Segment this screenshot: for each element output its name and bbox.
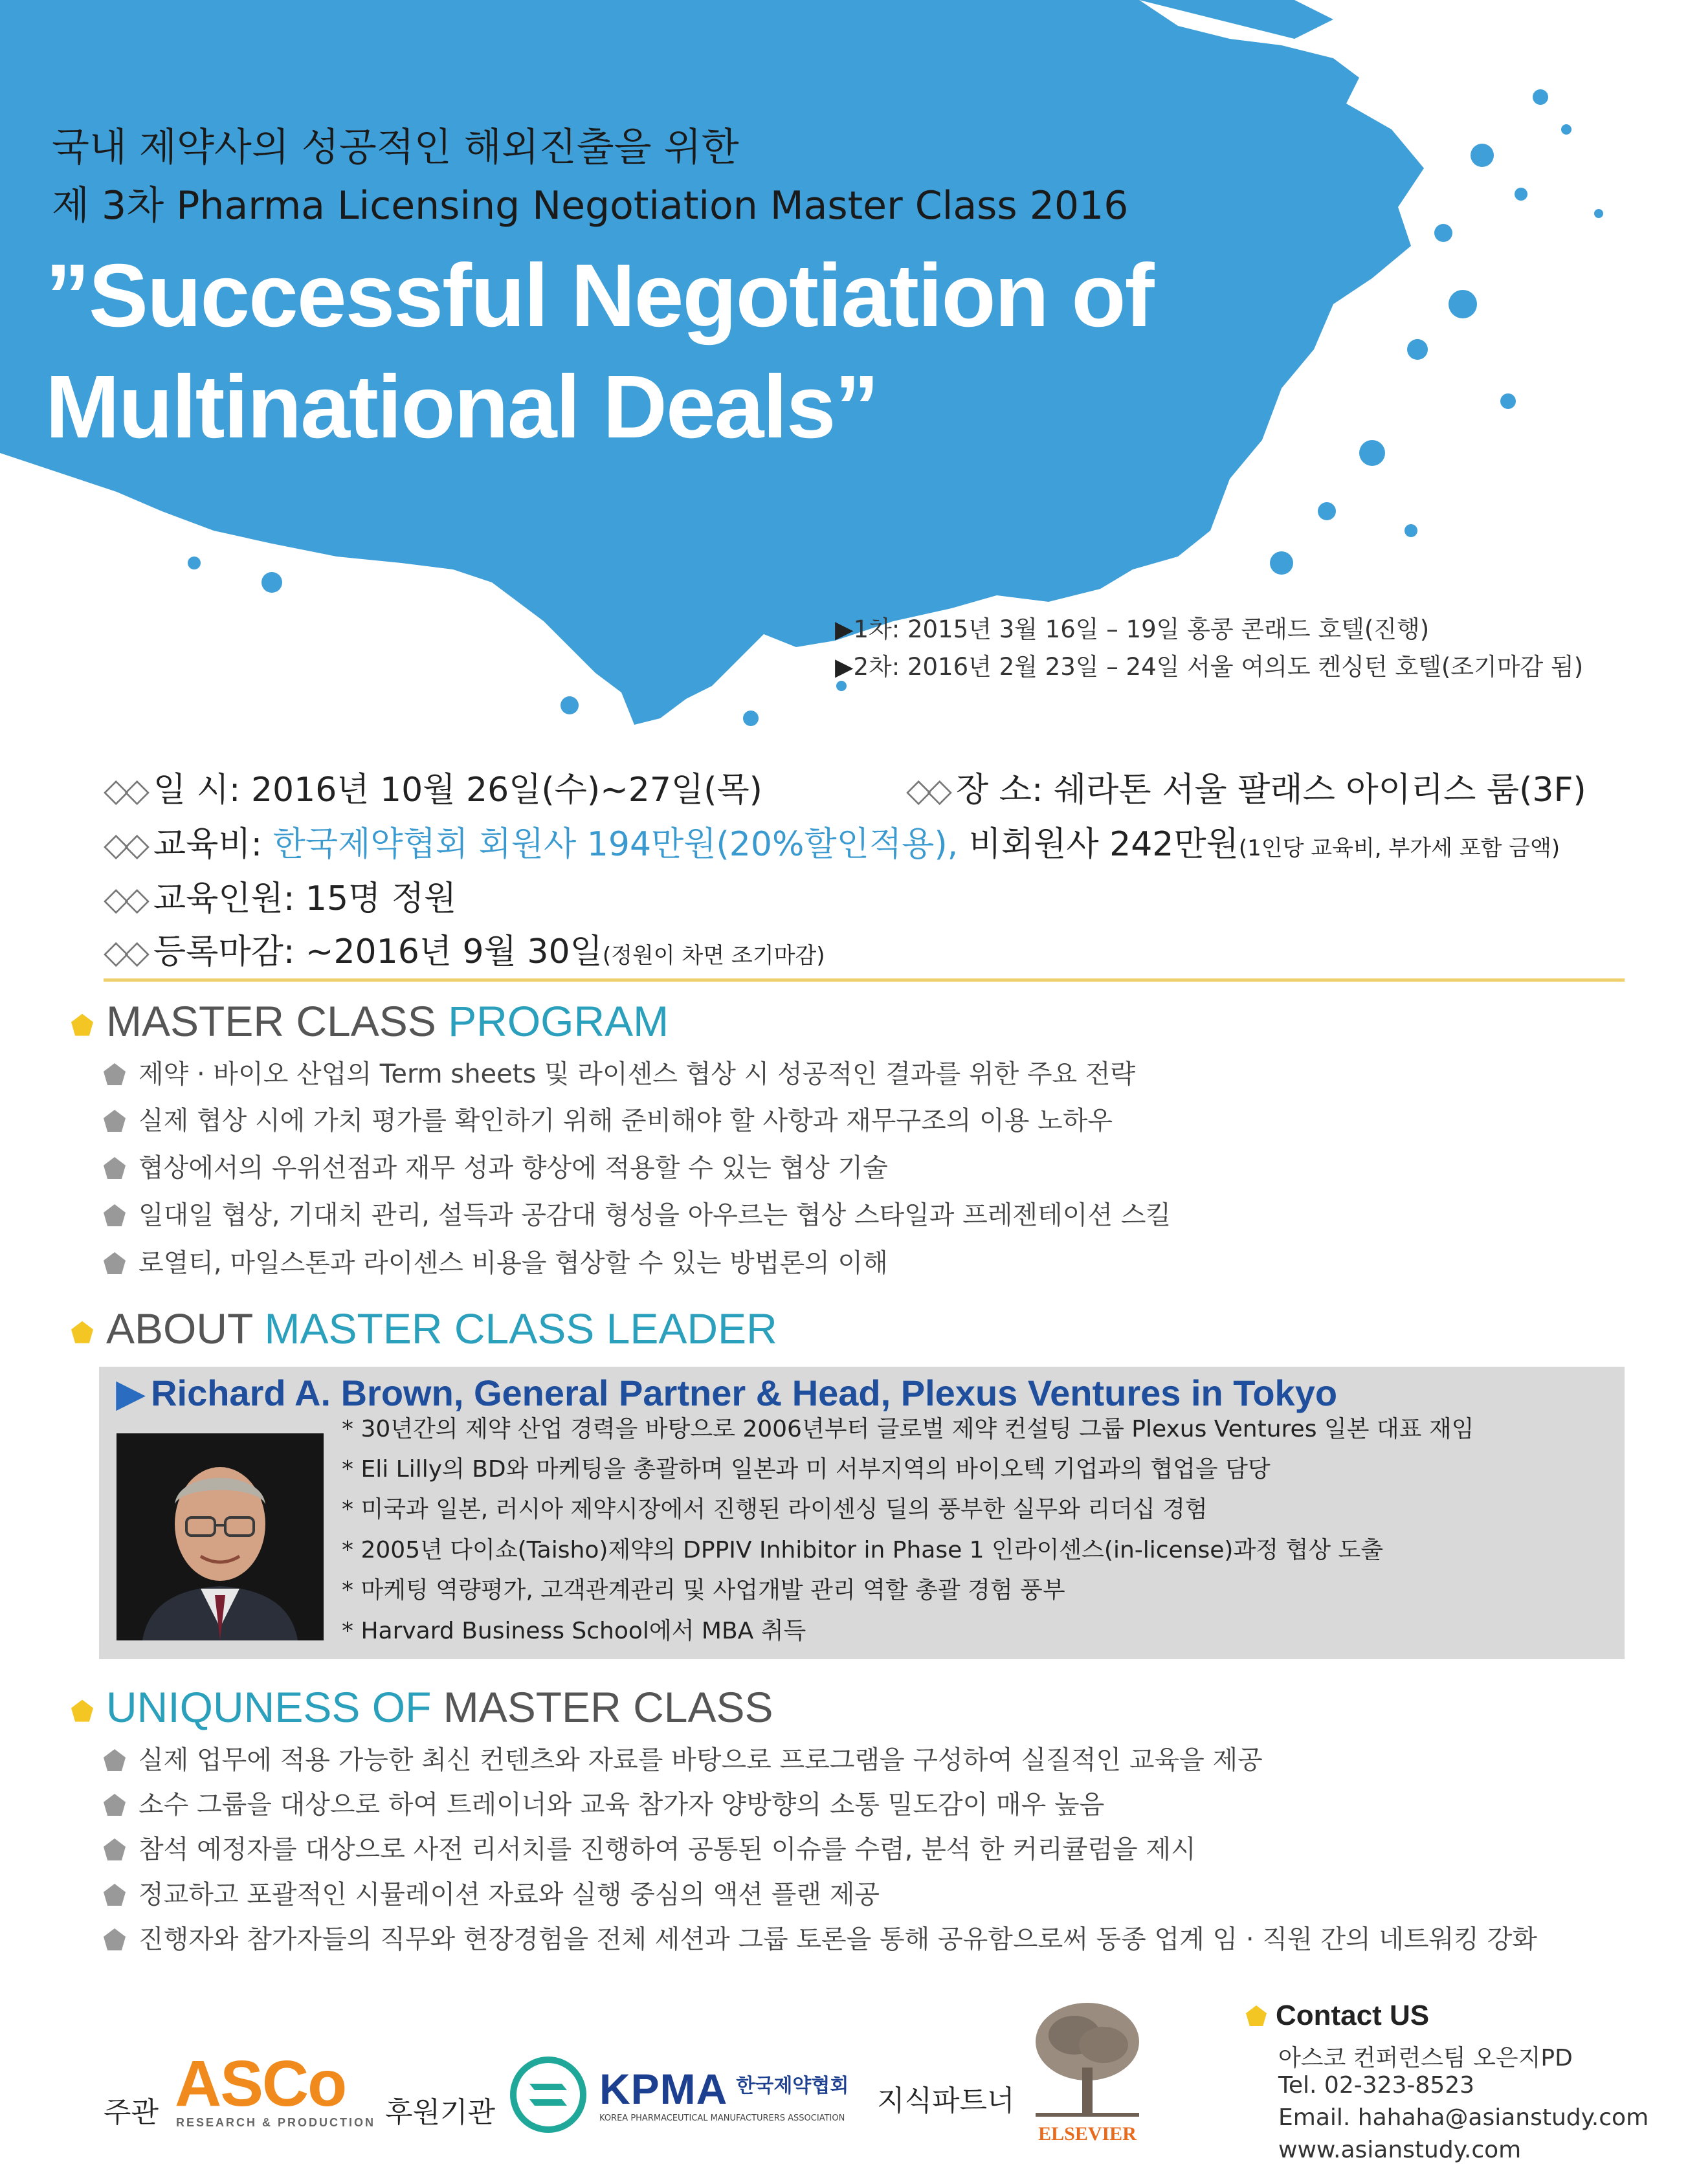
contact-title: Contact US [1246, 2000, 1429, 2032]
program-item: 제약 · 바이오 산업의 Term sheets 및 라이센스 협상 시 성공적인 결과를 위한 주요 전략 [104, 1053, 1135, 1090]
pentagon-icon [71, 1321, 93, 1343]
pentagon-bullet-icon [104, 1884, 126, 1906]
previous-session-2: ▶2차: 2016년 2월 23일 – 24일 서울 여의도 켄싱턴 호텔(조기마감 됨) [835, 653, 1584, 681]
elsevier-tree-icon [1029, 1996, 1146, 2126]
pentagon-bullet-icon [104, 1749, 126, 1771]
contact-email-link[interactable]: Email. hahaha@asianstudy.com [1278, 2104, 1649, 2131]
leader-item: * Harvard Business School에서 MBA 취득 [342, 1618, 806, 1644]
host-label: 주관 [104, 2096, 159, 2129]
diamond-icon: ◇◇ [906, 771, 948, 809]
pentagon-bullet-icon [104, 1157, 126, 1179]
divider [104, 978, 1625, 982]
program-item: 실제 협상 시에 가치 평가를 확인하기 위해 준비해야 할 사항과 재무구조의 이용 노하우 [104, 1100, 1113, 1137]
arrow-right-icon: ▶ [117, 1373, 145, 1413]
uniqueness-item: 정교하고 포괄적인 시뮬레이션 자료와 실행 중심의 액션 플랜 제공 [104, 1874, 880, 1911]
info-date: ◇◇ 일 시: 2016년 10월 26일(수)~27일(목) [104, 771, 762, 810]
leader-item: * Eli Lilly의 BD와 마케팅을 총괄하며 일본과 미 서부지역의 바이오텍 기업과의 협업을 담당 [342, 1456, 1271, 1483]
pentagon-bullet-icon [104, 1928, 126, 1950]
uniqueness-item: 실제 업무에 적용 가능한 최신 컨텐츠와 자료를 바탕으로 프로그램을 구성하여 실질적인 교육을 제공 [104, 1739, 1263, 1776]
contact-website-link[interactable]: www.asianstudy.com [1278, 2137, 1522, 2163]
leader-item: * 마케팅 역량평가, 고객관계관리 및 사업개발 관리 역할 총괄 경험 풍부 [342, 1577, 1065, 1604]
diamond-icon: ◇◇ [104, 771, 146, 809]
diamond-icon: ◇◇ [104, 826, 146, 863]
partner-label: 지식파트너 [877, 2084, 1015, 2117]
uniqueness-title: UNIQUNESS OF MASTER CLASS [71, 1682, 773, 1732]
pentagon-bullet-icon [104, 1252, 126, 1274]
elsevier-logo: ELSEVIER [1029, 1996, 1146, 2145]
uniqueness-item: 소수 그룹을 대상으로 하여 트레이너와 교육 참가자 양방향의 소통 밀도감이 매우 높음 [104, 1784, 1104, 1821]
leader-name: ▶ Richard A. Brown, General Partner & Head, Plexus Ventures in Tokyo [117, 1373, 1338, 1413]
pentagon-bullet-icon [104, 1204, 126, 1226]
sponsor-label: 후원기관 [385, 2096, 496, 2129]
kpma-emblem-icon [510, 2057, 586, 2133]
leader-item: * 미국과 일본, 러시아 제약시장에서 진행된 라이센싱 딜의 풍부한 실무와 리더십 경험 [342, 1496, 1208, 1523]
arrow-right-icon: ▶ [835, 653, 854, 681]
info-fee: ◇◇ 교육비: 한국제약협회 회원사 194만원(20%할인적용), 비회원사 242만원(1인당 교육비, 부가세 포함 금액) [104, 825, 1560, 864]
contact-person: 아스코 컨퍼런스팀 오은지PD [1278, 2045, 1573, 2071]
info-capacity: ◇◇ 교육인원: 15명 정원 [104, 879, 457, 918]
leader-item: * 2005년 다이쇼(Taisho)제약의 DPPIV Inhibitor in Phase 1 인라이센스(in-license)과정 협상 도출 [342, 1537, 1384, 1563]
leader-title: ABOUT MASTER CLASS LEADER [71, 1304, 777, 1353]
uniqueness-item: 참석 예정자를 대상으로 사전 리서치를 진행하여 공통된 이슈를 수렴, 분석 한 커리큘럼을 제시 [104, 1829, 1196, 1866]
uniqueness-item: 진행자와 참가자들의 직무와 현장경험을 전체 세션과 그룹 토론을 통해 공유함으로써 동종 업계 임 · 직원 간의 네트워킹 강화 [104, 1919, 1537, 1956]
program-item: 로열티, 마일스톤과 라이센스 비용을 협상할 수 있는 방법론의 이해 [104, 1242, 888, 1279]
pentagon-icon [1246, 2005, 1267, 2026]
leader-item: * 30년간의 제약 산업 경력을 바탕으로 2006년부터 글로벌 제약 컨설팅 그룹 Plexus Ventures 일본 대표 재임 [342, 1416, 1474, 1442]
program-item: 협상에서의 우위선점과 재무 성과 향상에 적용할 수 있는 협상 기술 [104, 1147, 888, 1184]
pentagon-icon [71, 1014, 93, 1036]
info-venue: ◇◇ 장 소: 쉐라톤 서울 팔래스 아이리스 룸(3F) [906, 771, 1586, 810]
diamond-icon: ◇◇ [104, 880, 146, 918]
leader-photo [117, 1433, 324, 1640]
diamond-icon: ◇◇ [104, 933, 146, 971]
program-title: MASTER CLASS PROGRAM [71, 997, 669, 1046]
header-subtitle-line2: 제 3차 Pharma Licensing Negotiation Master Class 2016 [52, 183, 1129, 228]
pentagon-bullet-icon [104, 1063, 126, 1085]
program-item: 일대일 협상, 기대치 관리, 설득과 공감대 형성을 아우르는 협상 스타일과 프레젠테이션 스킬 [104, 1195, 1171, 1231]
header-title-line2: Multinational Deals” [45, 357, 878, 457]
pentagon-bullet-icon [104, 1110, 126, 1132]
pentagon-icon [71, 1700, 93, 1722]
previous-session-1: ▶1차: 2015년 3월 16일 – 19일 홍콩 콘래드 호텔(진행) [835, 615, 1430, 643]
asco-logo: ASCo RESEARCH & PRODUCTION [175, 2047, 376, 2129]
info-deadline: ◇◇ 등록마감: ~2016년 9월 30일(정원이 차면 조기마감) [104, 932, 825, 971]
pentagon-bullet-icon [104, 1838, 126, 1860]
header-title-line1: ”Successful Negotiation of [45, 246, 1153, 346]
contact-phone: Tel. 02-323-8523 [1278, 2072, 1475, 2099]
arrow-right-icon: ▶ [835, 615, 854, 643]
pentagon-bullet-icon [104, 1794, 126, 1816]
header-subtitle-line1: 국내 제약사의 성공적인 해외진출을 위한 [52, 125, 739, 170]
